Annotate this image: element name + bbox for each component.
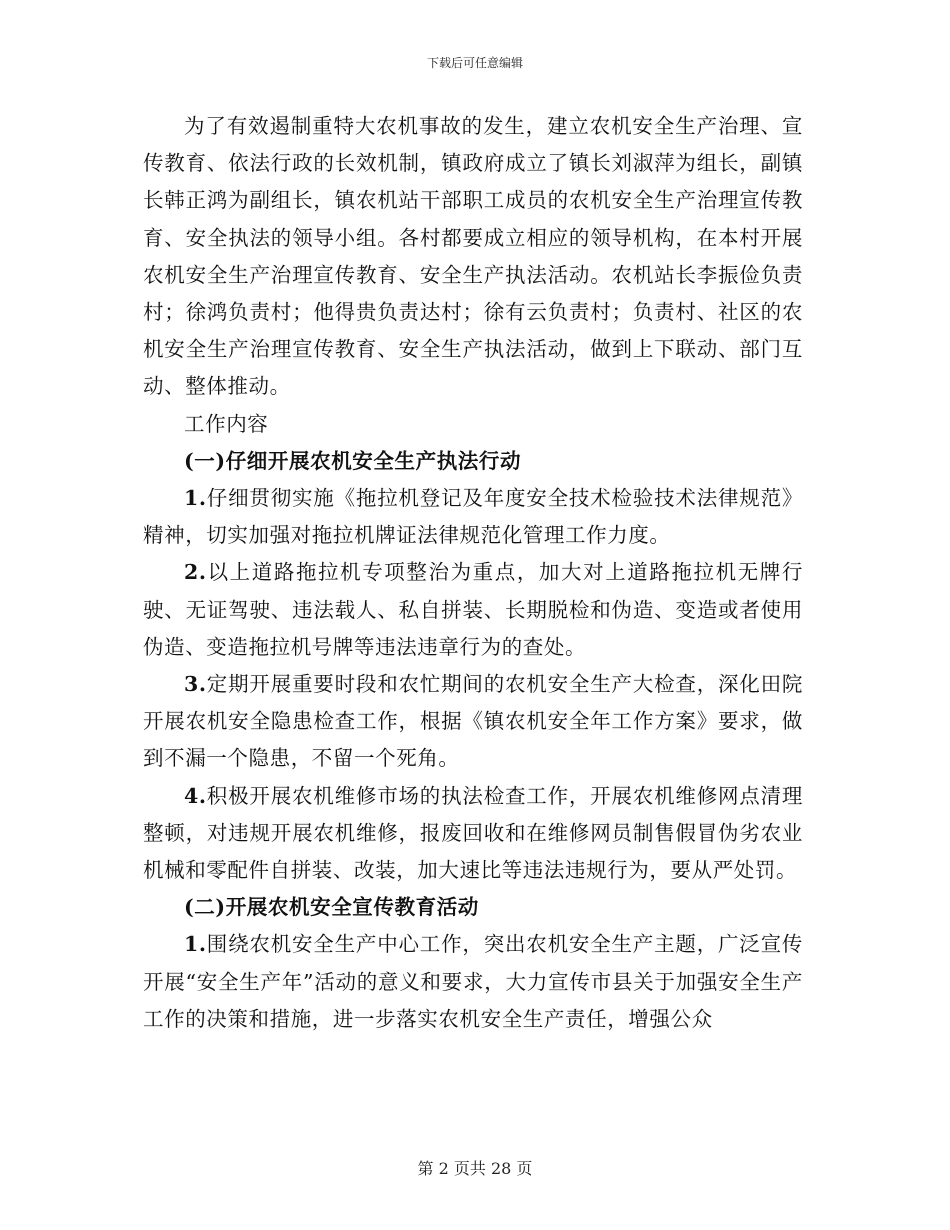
list-number: 3.: [184, 672, 207, 697]
subsection-heading-enforcement: (一)仔细开展农机安全生产执法行动: [184, 448, 522, 473]
page-header: 下载后可任意编辑: [426, 56, 523, 70]
paragraph-leadership-group: 为了有效遏制重特大农机事故的发生，建立农机安全生产治理、宣传教育、依法行政的长效机制，镇政府成立了镇长刘淑萍为组长，副镇长韩正鸿为副组长，镇农机站干部职工成员的农机安全生产治理宣传教育、安全执法的领导小组。各村都要成立相应的领导机构，在本村开展农机安全生产治理宣传教育、安全生产执法活动。农机站长李振俭负责村；徐鸿负责村；他得贵负责达村；徐有云负责村；负责村、社区的农机安全生产治理宣传教育、安全生产执法活动，做到上下联动、部门互动、整体推动。: [143, 114, 803, 399]
list-item-text: 围绕农机安全生产中心工作，突出农机安全生产主题，广泛宣传开展“安全生产年”活动的意义和要求，大力宣传市县关于加强安全生产工作的决策和措施，进一步落实农机安全生产责任，增强公众: [143, 932, 803, 1031]
list-number: 4.: [184, 783, 207, 808]
page-footer: 第 2 页共 28 页: [417, 1159, 533, 1178]
list-item-enforcement-2: [143, 554, 803, 666]
section-heading-work-content: 工作内容: [184, 411, 269, 436]
list-item-enforcement-3: [143, 666, 803, 778]
list-item-text: 积极开展农机维修市场的执法检查工作，开展农机维修网点清理整顿，对违规开展农机维修，报废回收和在维修网员制售假冒伪劣农业机械和零配件自拼装、改装，加大速比等违法违规行为，要从严处罚。: [143, 783, 803, 883]
list-item-text: 以上道路拖拉机专项整治为重点，加大对上道路拖拉机无牌行驶、无证驾驶、违法载人、私自拼装、长期脱检和伪造、变造或者使用伪造、变造拖拉机号牌等违法违章行为的查处。: [143, 560, 803, 659]
list-number: 1.: [184, 486, 207, 511]
list-item-publicity-1: [143, 926, 803, 1038]
list-item-enforcement-1: [143, 480, 803, 554]
list-number: 1.: [184, 932, 207, 957]
list-item-text: 定期开展重要时段和农忙期间的农机安全生产大检查，深化田院开展农机安全隐患检查工作，根据《镇农机安全年工作方案》要求，做到不漏一个隐患，不留一个死角。: [143, 672, 803, 771]
list-item-text: 仔细贯彻实施《拖拉机登记及年度安全技术检验技术法律规范》精神，切实加强对拖拉机牌证法律规范化管理工作力度。: [143, 486, 803, 548]
document-body: [143, 108, 803, 1038]
list-item-enforcement-4: [143, 778, 803, 890]
subsection-heading-publicity: (二)开展农机安全宣传教育活动: [184, 895, 479, 920]
list-number: 2.: [184, 560, 207, 585]
